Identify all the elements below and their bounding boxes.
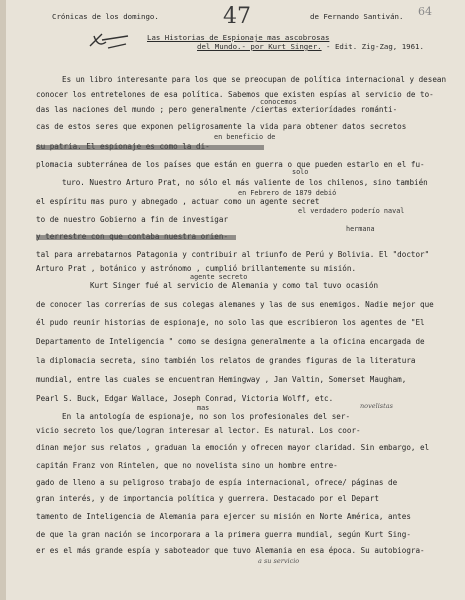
struck-out-text-2 <box>36 235 236 240</box>
handwritten-insert-novelistas: novelistas <box>360 402 393 410</box>
body-line-3: das las naciones del mundo ; pero generalmente /ciertas exteriorídades románti- <box>36 105 398 114</box>
body-line-27: de que la gran nación se incorporara a la primera guerra mundial, según Kurt Sing- <box>36 530 411 539</box>
body-line-9: to de nuestro Gobierno a fin de investigar <box>36 215 229 224</box>
body-line-22: dinan mejor sus relatos , graduan la emoción y ofrecen mayor claridad. Sin embargo, el <box>36 443 430 452</box>
body-line-11: tal para arrebatarnos Patagonia y contribuir al triunfo de Perú y Bolivia. El "doctor" <box>36 250 430 259</box>
article-title-line-1: Las Historias de Espionaje mas ascobrosas <box>147 33 330 42</box>
body-line-24: gado de lleno a su peligroso trabajo de espía internacional, ofrece/ páginas de <box>36 478 398 487</box>
body-line-20: En la antología de espionaje, no son los profesionales del ser- <box>62 412 351 421</box>
body-line-28: er es el más grande espía y saboteador que tuvo Alemania en esa época. Su autobiogra- <box>36 546 425 555</box>
body-line-13: Kurt Singer fué al servicio de Alemania y como tal tuvo ocasión <box>90 281 379 290</box>
body-line-23: capitán Franz von Rintelen, que no novelista sino un hombre entre- <box>36 461 338 470</box>
pencil-corner-number: 64 <box>418 5 432 18</box>
struck-out-text <box>36 145 264 150</box>
header-right: de Fernando Santiván. <box>310 12 404 21</box>
body-line-19: Pearl S. Buck, Edgar Wallace, Joseph Conrad, Victoria Wolff, etc. <box>36 394 334 403</box>
body-line-17: la diplomacia secreta, sino también los relatos de grandes figuras de la literatura <box>36 356 416 365</box>
header-left: Crónicas de los domingo. <box>52 12 159 21</box>
body-line-26: tamento de Inteligencia de Alemania para ejercer su misión en Norte América, antes <box>36 512 411 521</box>
inserted-phrase-agente-secreto: agente secreto <box>190 273 248 281</box>
body-line-18: mundial, entre las cuales se encuentran Hemingway , Jan Valtin, Somerset Maugham, <box>36 375 407 384</box>
body-line-2: conocer los entretelones de esa política. Sabemos que existen espías al servicio de to- <box>36 90 434 99</box>
article-title-line-2: del Mundo.- por Kurt Singer. - Edit. Zig-Zag, 1961. <box>197 42 424 51</box>
body-line-1: Es un libro interesante para los que se preocupan de política internacional y desean <box>62 75 447 84</box>
handwritten-page-number: 47 <box>223 4 251 29</box>
handwritten-scribble-mark <box>88 30 130 52</box>
inserted-phrase-beneficio: en beneficio de <box>214 133 276 141</box>
inserted-word-conocemos: conocemos <box>260 98 297 106</box>
inserted-phrase-febrero: en Febrero de 1879 debió <box>238 189 337 197</box>
body-line-25: gran interés, y de importancia política y guerrera. Destacado por el Depart <box>36 494 379 503</box>
body-line-21: vicio secreto los que/logran interesar al lector. Es natural. Los coor- <box>36 426 361 435</box>
inserted-phrase-poderio: el verdadero poderío naval <box>298 207 405 215</box>
inserted-word-mas: mas <box>197 404 210 412</box>
inserted-word-solo: solo <box>292 168 309 176</box>
body-line-8: el espíritu mas puro y abnegado , actuar como un agente secret <box>36 197 320 206</box>
body-line-6: plomacia subterránea de los países que están en guerra o que pueden estarlo en el fu- <box>36 160 425 169</box>
paper-left-edge <box>0 0 6 600</box>
body-line-15: él pudo reunir historias de espionaje, no solo las que escribieron los agentes de "El <box>36 318 425 327</box>
body-line-14: de conocer las correrías de sus colegas alemanes y las de sus enemigos. Nadie mejor que <box>36 300 434 309</box>
body-line-12: Arturo Prat , botánico y astrónomo , cumplió brillantemente su misión. <box>36 264 357 273</box>
body-line-16: Departamento de Inteligencia " como se designa generalmente a la oficina encargada de <box>36 337 425 346</box>
handwritten-insert-servicio: a su servicio <box>258 557 300 565</box>
body-line-7: turo. Nuestro Arturo Prat, no sólo el más valiente de los chilenos, sino también <box>62 178 428 187</box>
body-line-4: cas de estos seres que exponen peligrosamente la vida para obtener datos secretos <box>36 122 407 131</box>
inserted-word-hermana: hermana <box>346 225 375 233</box>
